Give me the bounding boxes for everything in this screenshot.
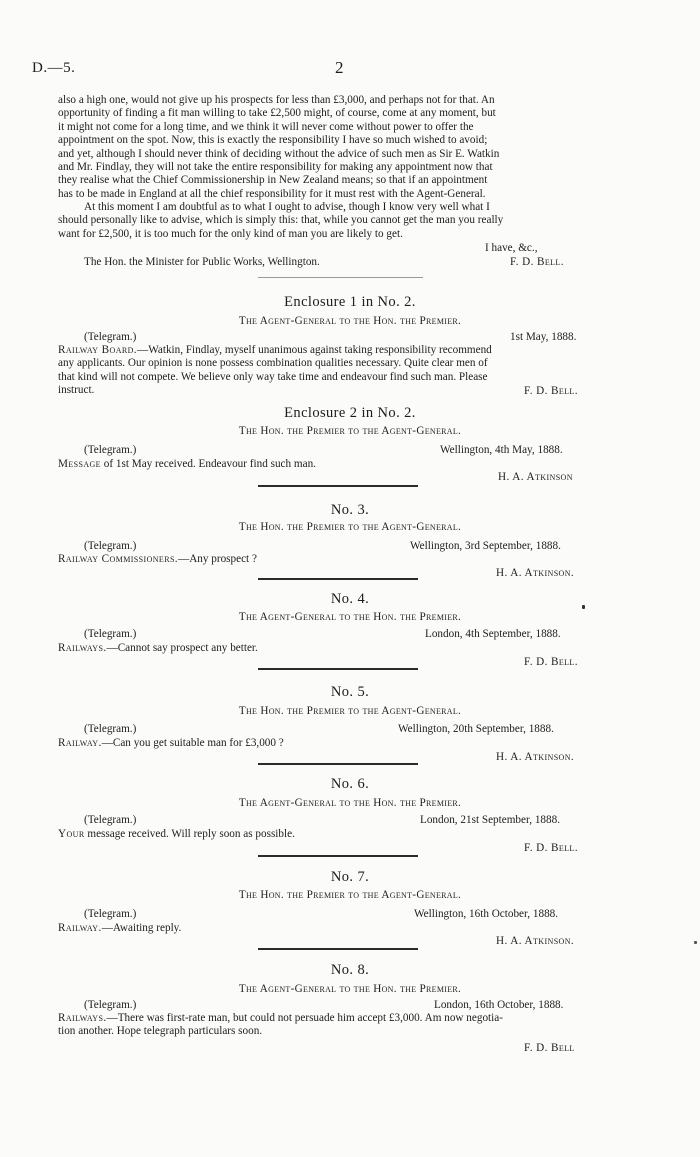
item-title: No. 8. bbox=[330, 962, 370, 978]
telegram-date: Wellington, 4th May, 1888. bbox=[440, 444, 563, 456]
telegram-body bbox=[58, 553, 257, 565]
telegram-date: London, 4th September, 1888. bbox=[425, 628, 561, 640]
separator-rule bbox=[258, 855, 418, 857]
telegram-subject: Railway Board. bbox=[58, 344, 138, 356]
telegram-tag: (Telegram.) bbox=[84, 444, 137, 456]
enclosure-2-title: Enclosure 2 in No. 2. bbox=[284, 405, 416, 421]
telegram-date: London, 21st September, 1888. bbox=[420, 814, 561, 826]
telegram-tag: (Telegram.) bbox=[84, 814, 137, 826]
telegram-subject: Railway. bbox=[58, 922, 102, 934]
telegram-date: Wellington, 20th September, 1888. bbox=[398, 723, 554, 735]
text-line: opportunity of finding a fit man willing to take £2,500 might, of course, come at any moment, but bbox=[58, 107, 496, 120]
enclosure-1-subtitle: The Agent-General to the Hon. the Premier. bbox=[238, 315, 462, 327]
separator-rule bbox=[258, 763, 418, 765]
text-line: that kind will not compete. We believe only way take time and endeavour find such man. Please bbox=[58, 370, 488, 383]
telegram-tag: (Telegram.) bbox=[84, 540, 137, 552]
telegram-tag: (Telegram.) bbox=[84, 999, 137, 1011]
telegram-tag: (Telegram.) bbox=[84, 908, 137, 920]
item-subtitle: The Agent-General to the Hon. the Premier. bbox=[238, 983, 462, 995]
telegram-signature: F. D. Bell bbox=[524, 1042, 575, 1054]
text-line: also a high one, would not give up his prospects for less than £3,000, and perhaps not for that. An bbox=[58, 94, 495, 106]
telegram-signature: F. D. Bell. bbox=[524, 385, 578, 397]
item-title: No. 6. bbox=[330, 776, 370, 792]
item-subtitle: The Hon. the Premier to the Agent-General. bbox=[238, 521, 462, 533]
telegram-body bbox=[58, 642, 258, 654]
telegram-subject: Message bbox=[58, 458, 101, 470]
enclosure-1-body bbox=[58, 344, 594, 398]
text-line: —Can you get suitable man for £3,000 ? bbox=[101, 737, 284, 749]
document-reference: D.—5. bbox=[32, 60, 76, 76]
separator-rule bbox=[258, 948, 418, 950]
telegram-body bbox=[58, 828, 295, 840]
text-line: —Watkin, Findlay, myself unanimous against taking responsibility recommend bbox=[137, 344, 492, 356]
telegram-subject: Railway. bbox=[58, 737, 102, 749]
item-title: No. 3. bbox=[330, 502, 370, 518]
text-line: should personally like to advise, which is simply this: that, while you cannot get the man you really bbox=[58, 214, 504, 227]
separator-rule bbox=[258, 668, 418, 670]
item-title: No. 5. bbox=[330, 684, 370, 700]
letter-signature: F. D. Bell. bbox=[510, 256, 564, 268]
telegram-signature: F. D. Bell. bbox=[524, 842, 578, 854]
letter-addressee: The Hon. the Minister for Public Works, Wellington. bbox=[84, 256, 320, 268]
telegram-body bbox=[58, 458, 316, 470]
text-line: instruct. bbox=[58, 384, 95, 397]
separator-rule bbox=[258, 485, 418, 487]
telegram-body bbox=[58, 922, 181, 934]
enclosure-2-subtitle: The Hon. the Premier to the Agent-General. bbox=[238, 425, 462, 437]
telegram-date: 1st May, 1888. bbox=[510, 331, 577, 343]
telegram-body bbox=[58, 1012, 594, 1039]
telegram-signature: H. A. Atkinson bbox=[498, 471, 573, 483]
separator-rule bbox=[258, 277, 423, 278]
text-line: message received. Will reply soon as possible. bbox=[84, 828, 295, 840]
text-line: it might not come for a long time, and we think it will never come without power to offer the bbox=[58, 120, 474, 133]
telegram-tag: (Telegram.) bbox=[84, 628, 137, 640]
item-subtitle: The Agent-General to the Hon. the Premier. bbox=[238, 797, 462, 809]
text-line: At this moment I am doubtful as to what I ought to advise, though I know very well what I bbox=[84, 201, 490, 213]
edge-mark bbox=[694, 941, 697, 944]
telegram-signature: H. A. Atkinson. bbox=[496, 567, 575, 579]
item-title: No. 7. bbox=[330, 869, 370, 885]
enclosure-1-title: Enclosure 1 in No. 2. bbox=[284, 294, 416, 310]
item-subtitle: The Hon. the Premier to the Agent-General. bbox=[238, 889, 462, 901]
item-title: No. 4. bbox=[330, 591, 370, 607]
separator-rule bbox=[258, 578, 418, 580]
telegram-date: Wellington, 3rd September, 1888. bbox=[410, 540, 561, 552]
text-line: appointment on the spot. Now, this is exactly the responsibility I have so much wished to avoid; bbox=[58, 134, 488, 147]
text-line: —There was first-rate man, but could not persuade him accept £3,000. Am now negotia- bbox=[106, 1012, 503, 1024]
telegram-signature: H. A. Atkinson. bbox=[496, 751, 575, 763]
letter-closing: I have, &c., bbox=[485, 242, 538, 254]
telegram-body bbox=[58, 737, 284, 749]
ink-speck bbox=[582, 605, 585, 609]
telegram-signature: F. D. Bell. bbox=[524, 656, 578, 668]
telegram-subject: Railway Commissioners. bbox=[58, 553, 178, 565]
page-number: 2 bbox=[335, 58, 344, 77]
telegram-tag: (Telegram.) bbox=[84, 723, 137, 735]
telegram-subject: Your bbox=[58, 828, 85, 840]
item-subtitle: The Agent-General to the Hon. the Premier. bbox=[238, 611, 462, 623]
text-line: has to be made in England at all the chief responsibility for it must rest with the Agent-General. bbox=[58, 187, 486, 200]
telegram-date: London, 16th October, 1888. bbox=[434, 999, 564, 1011]
telegram-signature: H. A. Atkinson. bbox=[496, 935, 575, 947]
telegram-tag: (Telegram.) bbox=[84, 331, 137, 343]
text-line: —Cannot say prospect any better. bbox=[106, 642, 258, 654]
text-line: want for £2,500, it is too much for the only kind of man you are likely to get. bbox=[58, 227, 403, 240]
telegram-subject: Railways. bbox=[58, 1012, 107, 1024]
text-line: and yet, although I should never think of deciding without the advice of such men as Sir E. Watkin bbox=[58, 147, 500, 160]
text-line: of 1st May received. Endeavour find such man. bbox=[100, 458, 316, 470]
telegram-date: Wellington, 16th October, 1888. bbox=[414, 908, 559, 920]
text-line: —Awaiting reply. bbox=[101, 922, 182, 934]
item-subtitle: The Hon. the Premier to the Agent-General. bbox=[238, 705, 462, 717]
text-line: —Any prospect ? bbox=[178, 553, 257, 565]
text-line: they realise what the Chief Commissionership in New Zealand means; so that if an appointment bbox=[58, 174, 488, 187]
text-line: tion another. Hope telegraph particulars soon. bbox=[58, 1025, 263, 1038]
text-line: any applicants. Our opinion is none possess combination qualities necessary. Quite clear men of bbox=[58, 357, 488, 370]
letter-paragraph-1 bbox=[58, 94, 594, 201]
letter-paragraph-2 bbox=[58, 201, 594, 241]
telegram-subject: Railways. bbox=[58, 642, 107, 654]
text-line: and Mr. Findlay, they will not take the entire responsibility for making any appointment now that bbox=[58, 161, 493, 174]
